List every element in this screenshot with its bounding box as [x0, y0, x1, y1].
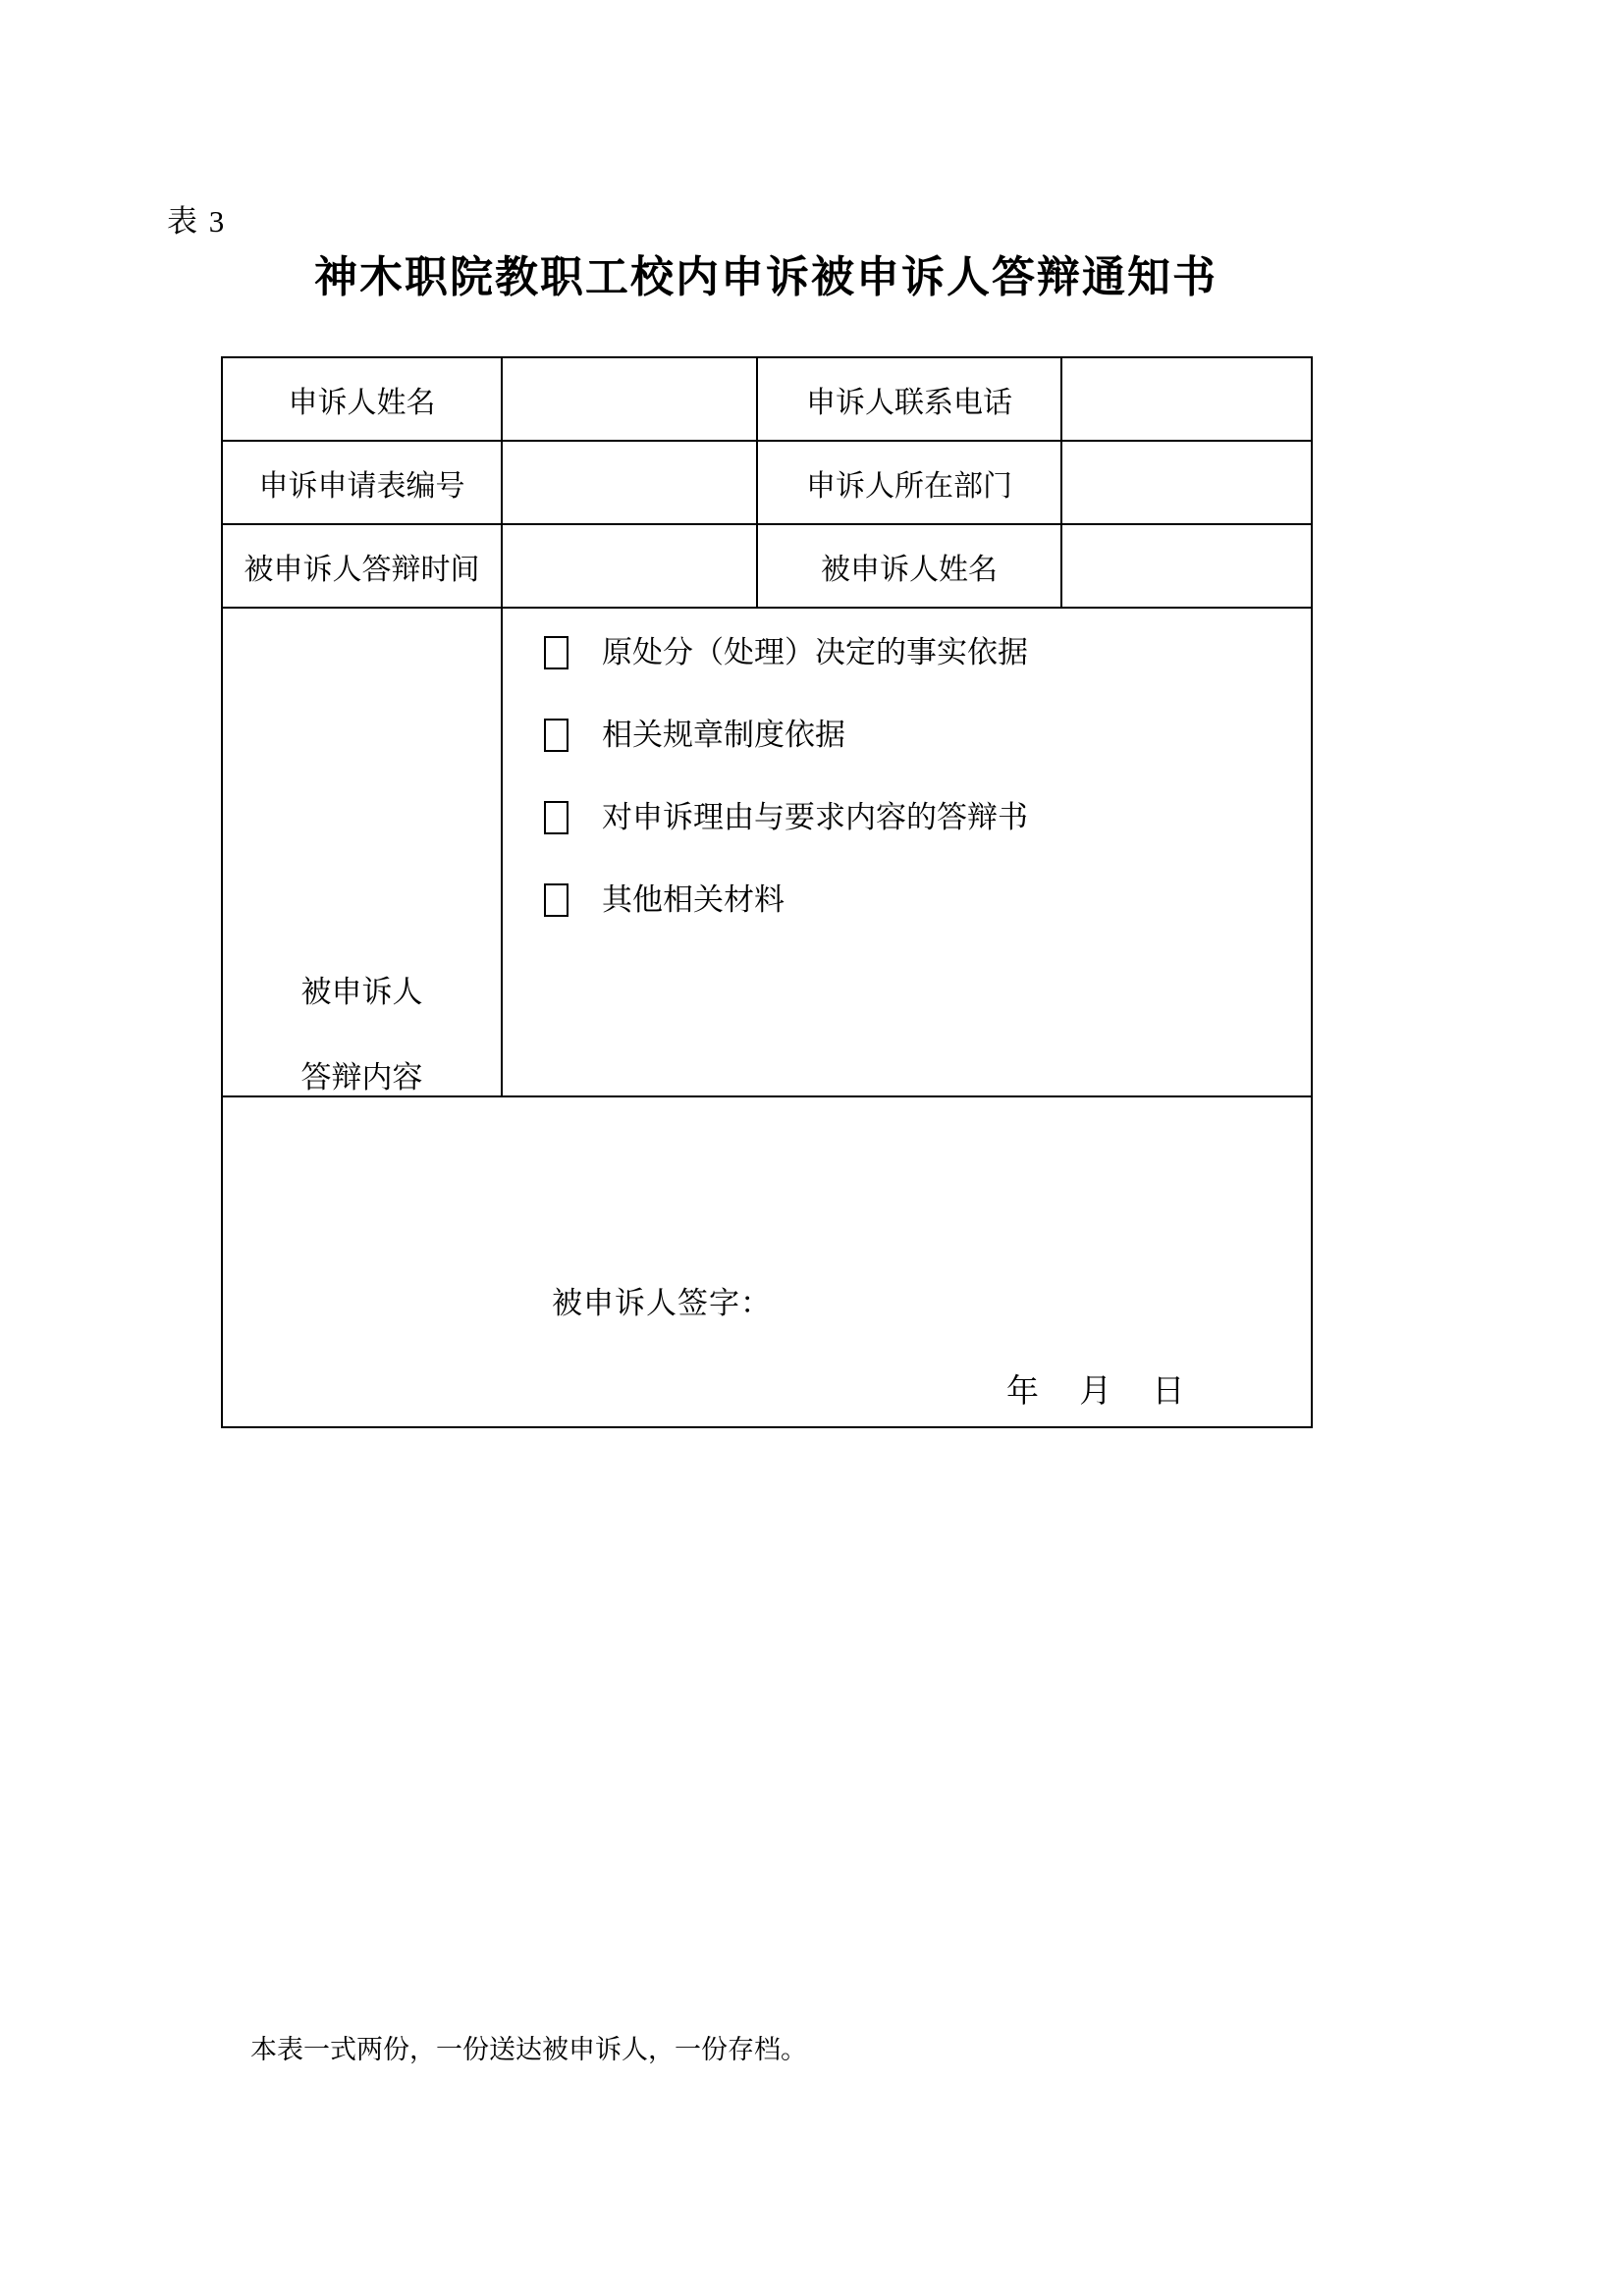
document-title: 神木职院教职工校内申诉被申诉人答辩通知书 — [314, 253, 1218, 301]
checkbox-item-fact-basis — [544, 634, 1301, 670]
signature-cell — [222, 1096, 1312, 1427]
defense-content-cell — [502, 608, 1312, 1096]
respondent-reply-time-value-cell — [502, 524, 757, 608]
defense-content-label-cell — [222, 608, 502, 1096]
appellant-phone-value-cell — [1061, 357, 1312, 441]
table-row-appellant — [222, 357, 1312, 441]
table-row-respondent — [222, 524, 1312, 608]
defense-label-line2: 答辩内容 — [300, 1060, 423, 1095]
signature-area — [223, 1098, 1311, 1425]
defense-content-label — [223, 974, 501, 1095]
respondent-name-value-cell — [1061, 524, 1312, 608]
checkbox-icon — [544, 636, 568, 669]
checkbox-label: 原处分（处理）决定的事实依据 — [602, 635, 1028, 669]
defense-label-line1: 被申诉人 — [300, 975, 423, 1009]
application-form-number-label: 申诉申请表编号 — [222, 441, 502, 524]
appellant-name-value-cell — [502, 357, 757, 441]
respondent-reply-time-label: 被申诉人答辩时间 — [222, 524, 502, 608]
table-number-label: 表 3 — [167, 204, 227, 239]
footer-note: 本表一式两份，一份送达被申诉人，一份存档。 — [250, 2035, 807, 2064]
respondent-name-label: 被申诉人姓名 — [757, 524, 1061, 608]
appellant-name-label: 申诉人姓名 — [222, 357, 502, 441]
checkbox-item-defense-statement — [544, 799, 1301, 835]
respondent-signature-label: 被申诉人签字： — [552, 1286, 772, 1320]
checkbox-label: 相关规章制度依据 — [602, 718, 845, 752]
appellant-department-value-cell — [1061, 441, 1312, 524]
table-row-defense-content — [222, 608, 1312, 1096]
checkbox-label: 其他相关材料 — [602, 882, 785, 917]
appellant-phone-label: 申诉人联系电话 — [757, 357, 1061, 441]
checkbox-icon — [544, 801, 568, 834]
appeal-defense-form-table — [221, 356, 1313, 1428]
application-form-number-value-cell — [502, 441, 757, 524]
checkbox-label: 对申诉理由与要求内容的答辩书 — [602, 800, 1028, 834]
appellant-department-label: 申诉人所在部门 — [757, 441, 1061, 524]
checkbox-icon — [544, 883, 568, 917]
date-line: 年 月 日 — [1006, 1374, 1185, 1410]
checkbox-item-regulation-basis — [544, 717, 1301, 753]
checkbox-item-other-materials — [544, 881, 1301, 918]
table-row-signature — [222, 1096, 1312, 1427]
table-row-application — [222, 441, 1312, 524]
checkbox-icon — [544, 719, 568, 752]
